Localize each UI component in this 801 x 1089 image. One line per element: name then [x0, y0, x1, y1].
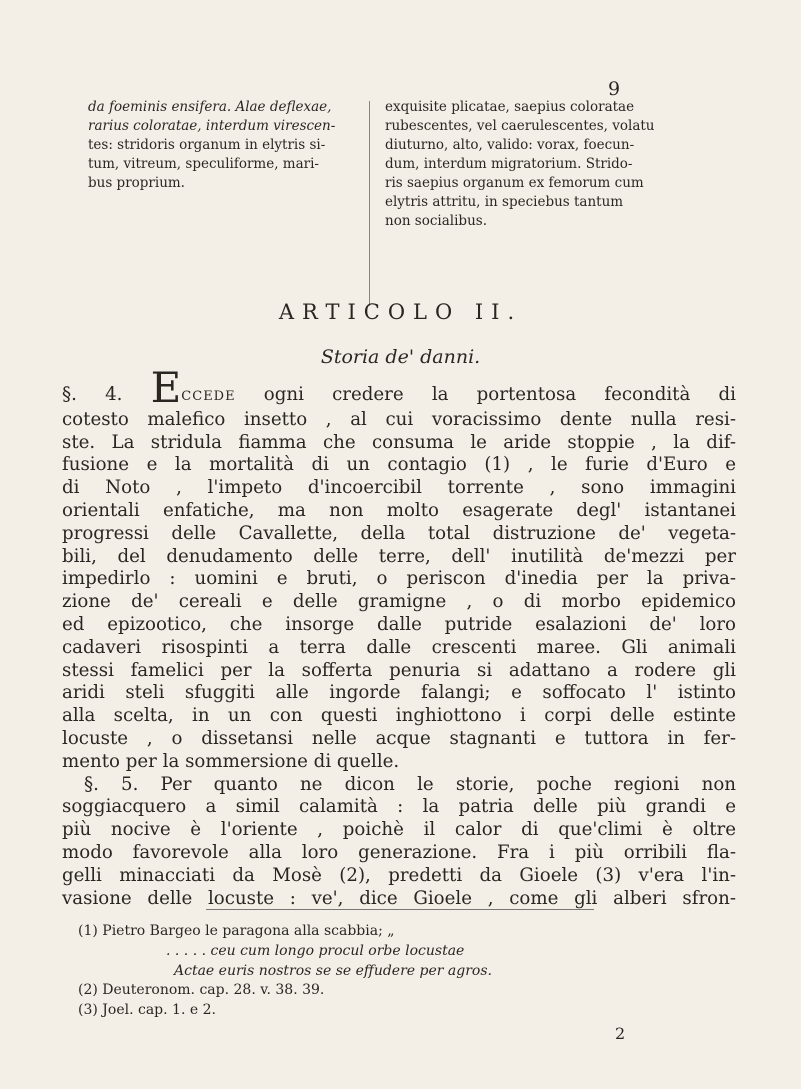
body-line: locuste , o dissetansi nelle acque stagnanti e tuttora in fer- — [62, 727, 736, 749]
body-line: progressi delle Cavallette, della total distruzione de' vegeta- — [62, 522, 736, 544]
footnote-rule — [206, 909, 594, 910]
body-line: bili, del denudamento delle terre, dell' inutilità de'mezzi per — [62, 545, 736, 567]
body-line: mento per la sommersione di quelle. — [62, 750, 400, 772]
body-line: zione de' cereali e delle gramigne , o di morbo epidemico — [62, 591, 736, 613]
body-line: impedirlo : uomini e bruti, o periscon d'inedia per la priva- — [62, 568, 736, 590]
body-line: §. 5. Per quanto ne dicon le storie, poche regioni non — [84, 773, 736, 795]
body-line: aridi steli sfuggiti alle ingorde falangi; e soffocato l' istinto — [62, 682, 736, 704]
body-line: fusione e la mortalità di un contagio (1) , le furie d'Euro e — [62, 454, 736, 476]
body-line: gelli minacciati da Mosè (2), predetti da Gioele (3) v'era l'in- — [62, 864, 736, 886]
main-text — [62, 363, 736, 910]
section-number: §. 4. — [62, 384, 123, 405]
article-heading: ARTICOLO II. — [278, 300, 523, 324]
footnote: (2) Deuteronom. cap. 28. v. 38. 39. — [78, 982, 325, 999]
left-column-line: da foeminis ensifera. Alae deflexae, — [88, 99, 332, 115]
body-line: modo favorevole alla loro generazione. Fra i più orribili fla- — [62, 841, 736, 863]
left-column-line: rarius coloratae, interdum virescen- — [88, 118, 336, 134]
right-column-line: ris saepius organum ex femorum cum — [385, 175, 644, 191]
drop-cap: E — [150, 363, 182, 412]
body-line: più nocive è l'oriente , poichè il calor di que'climi è oltre — [62, 819, 736, 841]
body-line: cotesto malefico insetto , al cui voracissimo dente nulla resi- — [62, 408, 736, 430]
body-line: soggiacquero a simil calamità : la patria delle più grandi e — [62, 796, 736, 818]
section-subheading: Storia de' danni. — [320, 346, 481, 368]
body-line: vasione delle locuste : ve', dice Gioele , come gli alberi sfron- — [62, 887, 736, 909]
body-line: stessi famelici per la sofferta penuria si adattano a rodere gli — [62, 659, 736, 681]
first-line-text: ogni credere la portentosa fecondità di — [263, 384, 736, 405]
right-column-line: rubescentes, vel caerulescentes, volatu — [385, 118, 655, 134]
right-column-line: elytris attritu, in speciebus tantum — [385, 194, 624, 210]
paragraph-first-line — [62, 363, 736, 412]
right-column-line: exquisite plicatae, saepius coloratae — [385, 99, 635, 115]
footnote: (3) Joel. cap. 1. e 2. — [78, 1002, 216, 1019]
body-line: cadaveri risospinti a terra dalle crescenti maree. Gli animali — [62, 636, 736, 658]
left-column — [88, 98, 350, 193]
right-column-line: dum, interdum migratorium. Strido- — [385, 156, 633, 172]
footnotes — [78, 922, 492, 1021]
body-line: di Noto , l'impeto d'incoercibil torrente , sono immagini — [62, 477, 736, 499]
body-line: ste. La stridula fiamma che consuma le aride stoppie , la dif- — [62, 431, 736, 453]
footnote-quote: Actae euris nostros se se effudere per agros. — [174, 962, 492, 979]
column-divider — [369, 101, 370, 306]
left-column-line: tes: stridoris organum in elytris si- — [88, 137, 326, 153]
right-column-line: non socialibus. — [385, 213, 487, 229]
page-number: 9 — [608, 78, 621, 100]
left-column-line: bus proprium. — [88, 175, 185, 191]
first-word-smallcaps: CCEDE — [181, 389, 236, 404]
footnote: (1) Pietro Bargeo le paragona alla scabbia; „ — [78, 923, 395, 939]
body-line: alla scelta, in un con questi inghiottono i corpi delle estinte — [62, 705, 736, 727]
footnote-quote: . . . . . ceu cum longo procul orbe locustae — [166, 942, 465, 959]
body-line: ed epizootico, che insorge dalle putride esalazioni de' loro — [62, 613, 736, 635]
body-line: orientali enfatiche, ma non molto esagerate degl' istantanei — [62, 499, 736, 521]
right-column — [385, 98, 685, 231]
right-column-line: diuturno, alto, valido: vorax, foecun- — [385, 137, 635, 153]
signature-mark: 2 — [615, 1024, 626, 1043]
left-column-line: tum, vitreum, speculiforme, mari- — [88, 156, 319, 172]
